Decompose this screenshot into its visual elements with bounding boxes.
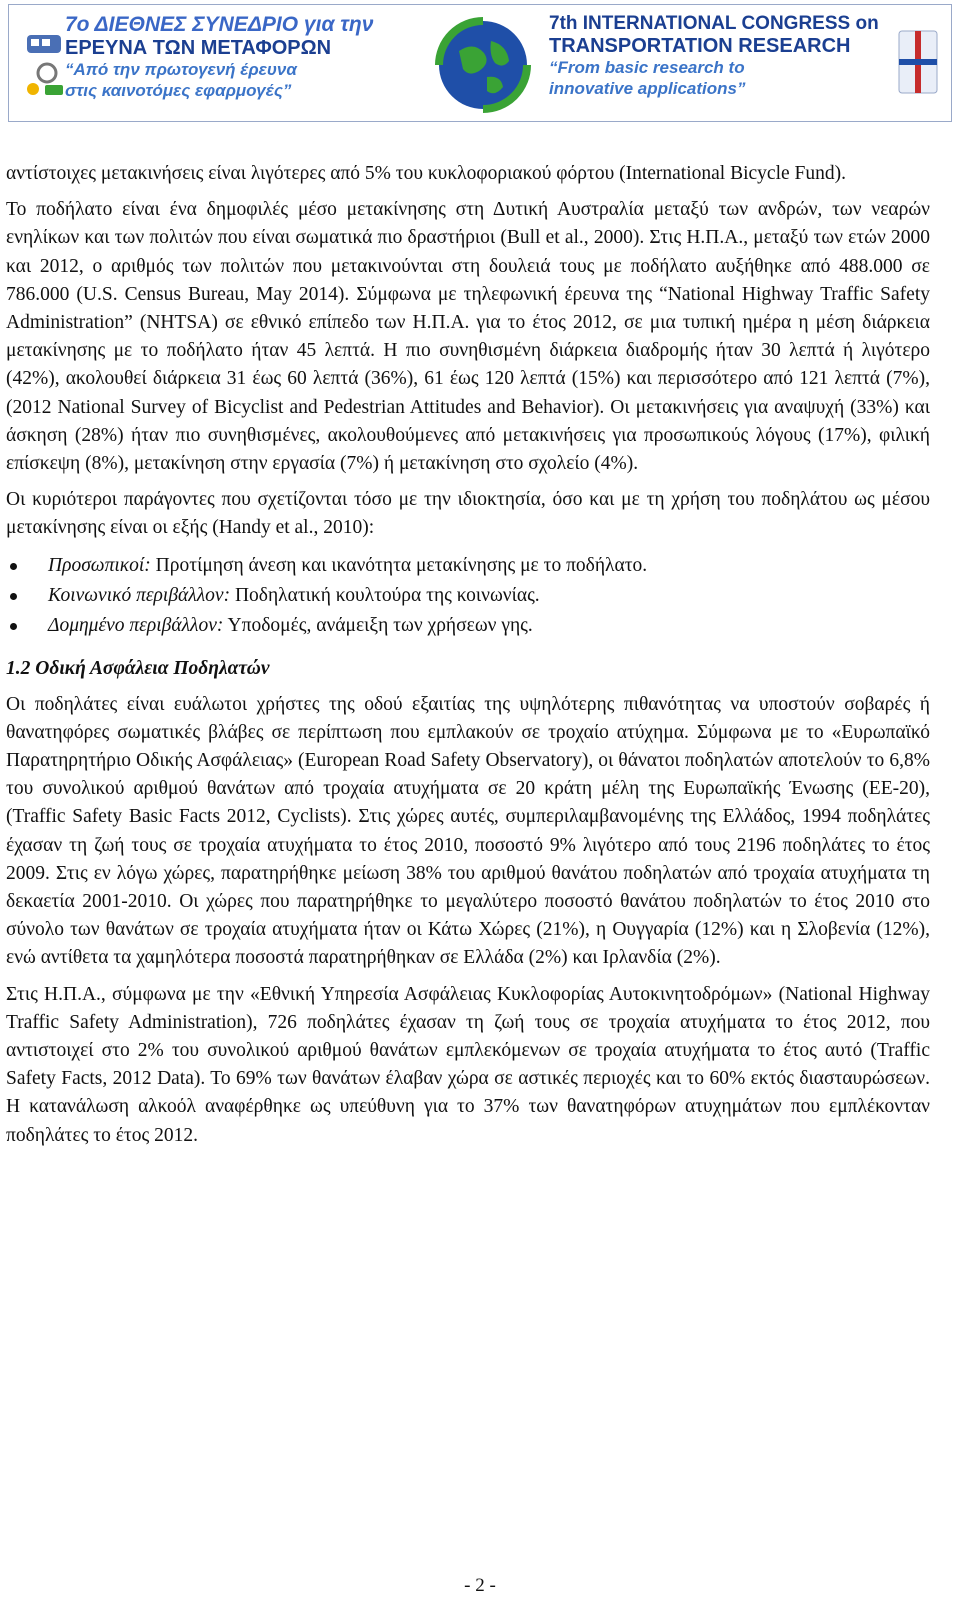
list-item-label: Κοινωνικό περιβάλλον: bbox=[48, 584, 231, 606]
road-map-icon bbox=[895, 25, 945, 103]
banner-greek-line3: “Από την πρωτογενή έρευνα bbox=[65, 60, 297, 79]
paragraph-cyclist-safety-usa: Στις Η.Π.Α., σύμφωνα με την «Εθνική Υπηρεσία Ασφάλειας Κυκλοφορίας Αυτοκινητοδρόμων» (National Highway Traffic Safety Administration), 726 ποδηλάτες έχασαν τη ζωή τους σε τροχαία ατυχήματα το έτος 2012, που αντιστοιχεί στο 2% του συνολικού αριθμού θανάτων εμπλεκόμενων σε τροχαία ατυχήματα το έτος αυτό (Traffic Safety Facts, 2012 Data). Το 69% των θανάτων έλαβαν χώρα σε αστικές περιοχές και το 60% εκτός διασταυρώσεων. Η κατανάλωση αλκοόλ αναφέρθηκε ως υπεύθυνη για το 37% των θανατηφόρων ατυχημάτων που εμπλέκονταν ποδηλάτες το έτος 2012. bbox=[6, 983, 930, 1146]
list-item bbox=[6, 611, 930, 641]
paragraph-factors-intro: Οι κυριότεροι παράγοντες που σχετίζονται τόσο με την ιδιοκτησία, όσο και με τη χρήση του ποδηλάτου ως μέσου μετακίνησης είναι οι εξής (Handy et al., 2010): bbox=[6, 489, 930, 539]
list-item-label: Προσωπικοί: bbox=[48, 554, 151, 576]
section-heading: 1.2 Οδική Ασφάλεια Ποδηλατών bbox=[6, 657, 270, 679]
bullet-icon bbox=[10, 623, 17, 630]
list-item-text: Προτίμηση άνεση και ικανότητα μετακίνησης με το ποδήλατο. bbox=[150, 554, 648, 576]
factors-list bbox=[6, 551, 930, 641]
banner-english-line3: “From basic research to bbox=[549, 58, 745, 77]
banner-english-title bbox=[549, 13, 889, 99]
banner-english-line4: innovative applications” bbox=[549, 79, 746, 98]
list-item bbox=[6, 551, 930, 581]
bullet-icon bbox=[10, 593, 17, 600]
banner-greek-line1: 7ο ΔΙΕΘΝΕΣ ΣΥΝΕΔΡΙΟ για την bbox=[65, 13, 374, 36]
list-item-text: Ποδηλατική κουλτούρα της κοινωνίας. bbox=[230, 584, 540, 606]
transport-modes-icon bbox=[23, 31, 69, 103]
banner-greek-line2: ΕΡΕΥΝΑ ΤΩΝ ΜΕΤΑΦΟΡΩΝ bbox=[65, 37, 332, 59]
page-number: - 2 - bbox=[464, 1575, 496, 1596]
list-item-label: Δομημένο περιβάλλον: bbox=[48, 614, 224, 636]
banner-english-line1: 7th INTERNATIONAL CONGRESS on bbox=[549, 13, 879, 34]
paragraph-cycling-popularity: Το ποδήλατο είναι ένα δημοφιλές μέσο μετακίνησης στη Δυτική Αυστραλία μεταξύ των ανδρών, των νεαρών ενηλίκων και των πολιτών που είναι σωματικά πιο δραστήριοι (Bull et al., 2000). Στις Η.Π.Α., μεταξύ των ετών 2000 και 2012, ο αριθμός των πολιτών που μετακινούνται στη δουλειά τους με ποδήλατο αυξήθηκε από 488.000 σε 786.000 (U.S. Census Bureau, May 2014). Σύμφωνα με τηλεφωνική έρευνα της “National Highway Traffic Safety Administration” (NHTSA) σε εθνικό επίπεδο των Η.Π.Α. για το έτος 2012, σε μια τυπική ημέρα η μέση διάρκεια μετακίνησης με το ποδήλατο ήταν 45 λεπτά. Η πιο συνηθισμένη διάρκεια διαδρομής ήταν 30 λεπτά ή λιγότερο (42%), ακολουθεί διάρκεια 31 έως 60 λεπτά (36%), 61 έως 120 λεπτά (15%) και περισσότερο από 121 λεπτά (7%), (2012 National Survey of Bicyclist and Pedestrian Attitudes and Behavior). Οι μετακινήσεις για αναψυχή (33%) και άσκηση (28%) ήταν πιο συνηθισμένες, ακολουθούμενες από μετακινήσεις για προσωπικούς λόγους (17%), φιλική επίσκεψη (8%), μετακίνηση στην εργασία (7%) ή μετακίνηση στο σχολείο (4%). bbox=[6, 199, 930, 475]
list-item bbox=[6, 581, 930, 611]
banner-greek-title bbox=[65, 13, 425, 101]
congress-globe-logo bbox=[429, 11, 537, 119]
conference-banner bbox=[8, 4, 952, 122]
banner-english-line2: TRANSPORTATION RESEARCH bbox=[549, 35, 851, 57]
list-item-text: Υποδομές, ανάμειξη των χρήσεων γης. bbox=[223, 614, 533, 636]
document-body bbox=[6, 160, 930, 1158]
paragraph-cyclist-safety-europe: Οι ποδηλάτες είναι ευάλωτοι χρήστες της οδού εξαιτίας της υψηλότερης πιθανότητας να υποστούν σοβαρές ή θανατηφόρες σωματικές βλάβες σε περίπτωση που εμπλακούν σε τροχαίο ατύχημα. Σύμφωνα με το «Ευρωπαϊκό Παρατηρητήριο Οδικής Ασφάλειας» (European Road Safety Observatory), οι θάνατοι ποδηλατών αποτελούν το 6,8% του συνολικού αριθμού θανάτων από τροχαία ατυχήματα σε 20 κράτη μέλη της Ευρωπαϊκής Ένωσης (ΕΕ-20), (Traffic Safety Basic Facts 2012, Cyclists). Στις χώρες αυτές, συμπεριλαμβανομένης της Ελλάδος, 1994 ποδηλάτες έχασαν τη ζωή τους σε τροχαία ατυχήματα το έτος 2010, ποσοστό 9% λιγότερο από τους 2196 ποδηλάτες το έτος 2009. Στις εν λόγω χώρες, παρατηρήθηκε μείωση 38% του αριθμού θανάτου ποδηλατών από τροχαία ατυχήματα τη δεκαετία 2001-2010. Οι χώρες που παρατηρήθηκε το μεγαλύτερο ποσοστό θανάτου ποδηλατών το έτος 2010 στο σύνολο των θανάτων σε τροχαία ατυχήματα ήταν οι Κάτω Χώρες (21%), η Ουγγαρία (12%) και η Σλοβενία (12%), ενώ αντίθετα τα χαμηλότερα ποσοστά παρατηρήθηκαν σε Ελλάδα (2%) και Ιρλανδία (2%). bbox=[6, 693, 930, 969]
banner-greek-line4: στις καινοτόμες εφαρμογές” bbox=[65, 81, 292, 100]
bullet-icon bbox=[10, 563, 17, 570]
paragraph-intro-continuation: αντίστοιχες μετακινήσεις είναι λιγότερες από 5% του κυκλοφοριακού φόρτου (International Bicycle Fund). bbox=[6, 163, 846, 184]
